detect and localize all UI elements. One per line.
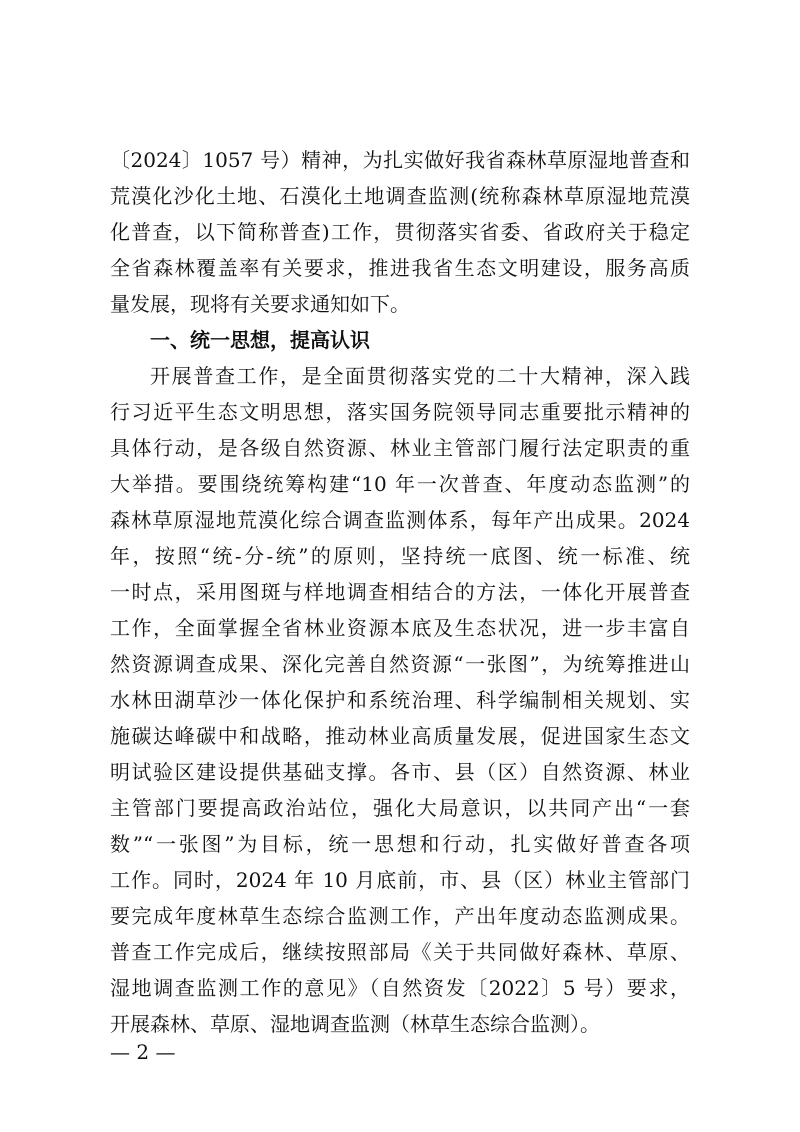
body-line: 水林田湖草沙一体化保护和系统治理、科学编制相关规划、实 — [110, 688, 690, 712]
body-line: 开展森林、草原、湿地调查监测（林草生态综合监测）。 — [110, 1012, 600, 1036]
intro-line: 量发展，现将有关要求通知如下。 — [110, 292, 410, 316]
body-line: 一时点，采用图斑与样地调查相结合的方法，一体化开展普查 — [110, 580, 690, 604]
body-line: 年，按照“统-分-统”的原则，坚持统一底图、统一标准、统 — [110, 544, 690, 568]
body-line: 然资源调查成果、深化完善自然资源“一张图”，为统筹推进山 — [110, 652, 690, 676]
body-line: 要完成年度林草生态综合监测工作，产出年度动态监测成果。 — [110, 904, 690, 928]
body-line: 普查工作完成后，继续按照部局《关于共同做好森林、草原、 — [110, 940, 690, 964]
section-heading: 一、统一思想，提高认识 — [150, 328, 370, 352]
body-line: 具体行动，是各级自然资源、林业主管部门履行法定职责的重 — [110, 436, 690, 460]
body-line: 施碳达峰碳中和战略，推动林业高质量发展，促进国家生态文 — [110, 724, 690, 748]
body-line: 行习近平生态文明思想，落实国务院领导同志重要批示精神的 — [110, 400, 690, 424]
intro-line: 荒漠化沙化土地、石漠化土地调查监测(统称森林草原湿地荒漠 — [110, 184, 690, 208]
body-line: 大举措。要围绕统筹构建“10 年一次普查、年度动态监测”的 — [110, 472, 690, 496]
document-body — [110, 142, 690, 1042]
body-line: 工作。同时，2024 年 10 月底前，市、县（区）林业主管部门 — [110, 868, 690, 892]
body-line: 数”“一张图”为目标，统一思想和行动，扎实做好普查各项 — [110, 832, 690, 856]
body-line: 森林草原湿地荒漠化综合调查监测体系，每年产出成果。2024 — [110, 508, 690, 532]
body-line: 湿地调查监测工作的意见》（自然资发〔2022〕5 号）要求， — [110, 976, 690, 1000]
intro-line: 全省森林覆盖率有关要求，推进我省生态文明建设，服务高质 — [110, 256, 690, 280]
body-line: 工作，全面掌握全省林业资源本底及生态状况，进一步丰富自 — [110, 616, 690, 640]
page-number: — 2 — — [110, 1040, 176, 1064]
body-line: 明试验区建设提供基础支撑。各市、县（区）自然资源、林业 — [110, 760, 690, 784]
intro-line: 〔2024〕1057 号）精神，为扎实做好我省森林草原湿地普查和 — [110, 148, 690, 172]
body-line: 开展普查工作，是全面贯彻落实党的二十大精神，深入践 — [150, 364, 690, 388]
body-line: 主管部门要提高政治站位，强化大局意识，以共同产出“一套 — [110, 796, 690, 820]
intro-line: 化普查，以下简称普查)工作，贯彻落实省委、省政府关于稳定 — [110, 220, 690, 244]
